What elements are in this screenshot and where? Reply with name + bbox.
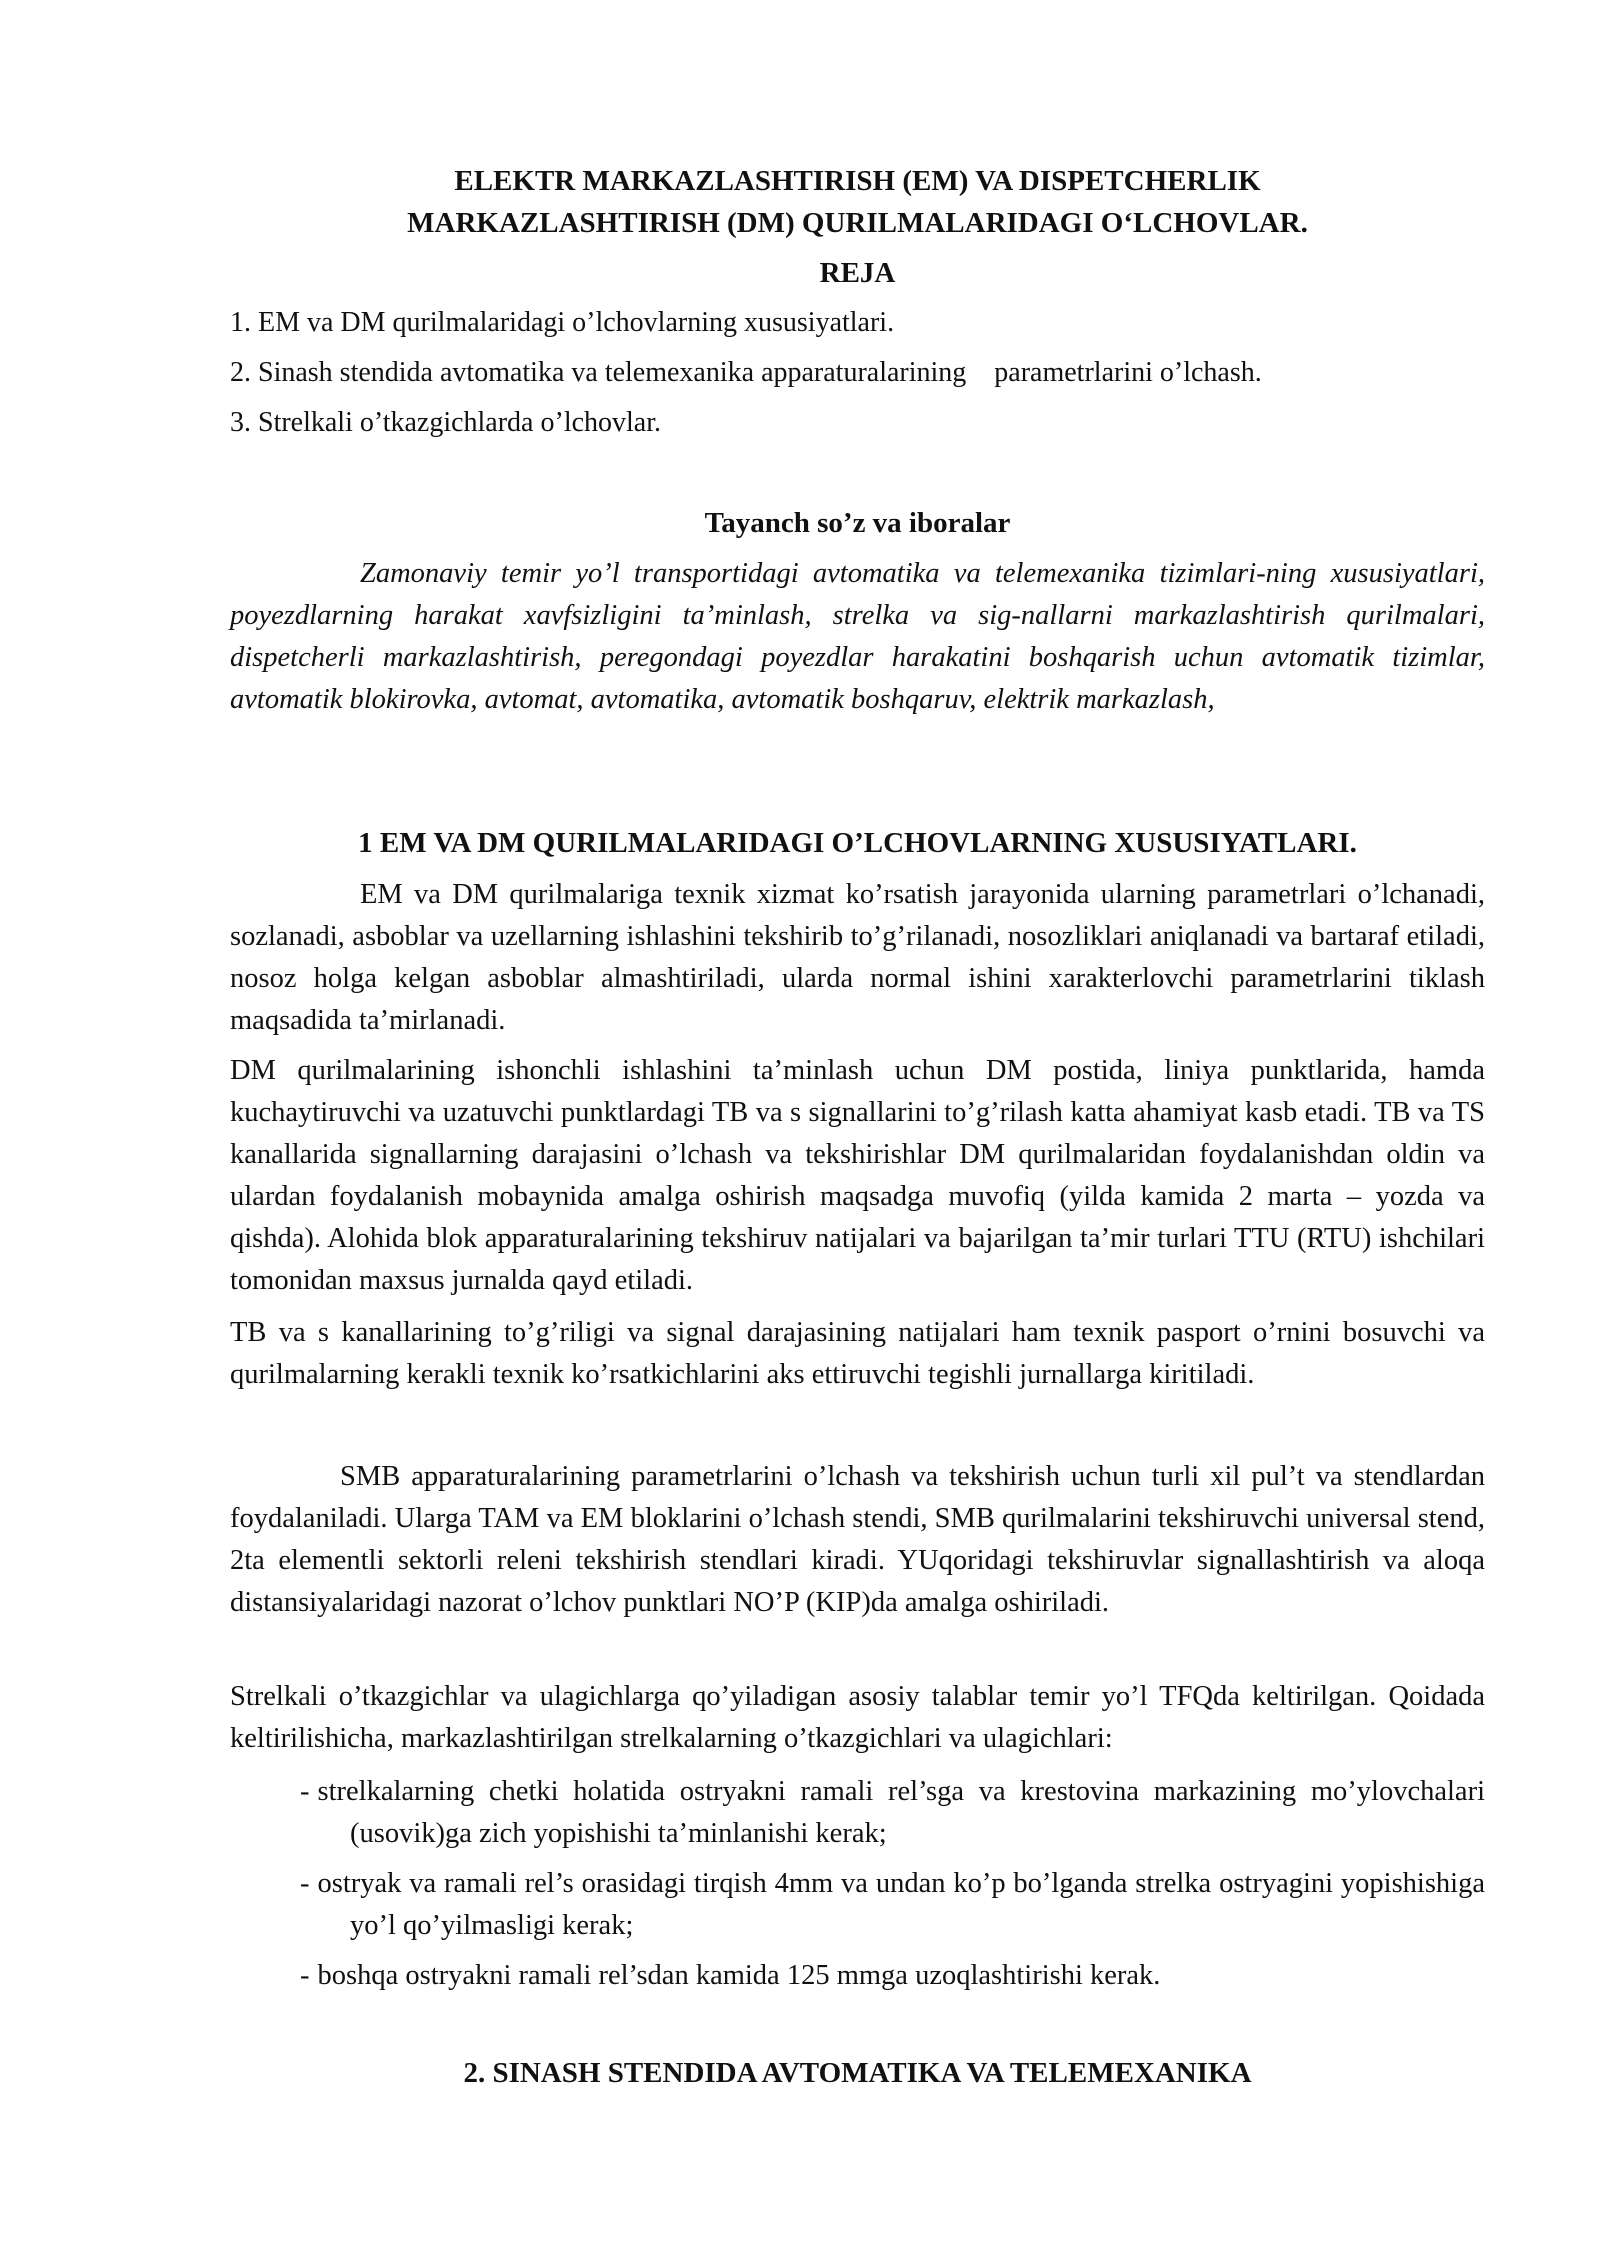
bullet-marker: - xyxy=(300,1776,310,1807)
keywords-text: Zamonaviy temir yo’l transportidagi avtomatika va telemexanika tizimlari-ning xususiyatlari, poyezdlarning harakat xavfsizligini ta’minlash, strelka va sig-nallarni markazlashtirish qurilmalari, dispetcherli markazlashtirish, peregondagi poyezdlar harakatini boshqarish uchun avtomatik tizimlar, avtomatik blokirovka, avtomat, avtomatika, avtomatik boshqaruv, elektrik markazlash, xyxy=(230,558,1485,715)
list-item xyxy=(300,1863,1485,1947)
bullet-text: ostryak va ramali rel’s orasidagi tirqish 4mm va undan ko’p bo’lganda strelka ostryagini yopishishiga yo’l qo’yilmasligi kerak; xyxy=(317,1868,1485,1941)
plan-item-2: 2. Sinash stendida avtomatika va telemexanika apparaturalarining parametrlarini o’lchash. xyxy=(230,357,1262,388)
section-1-paragraph-3: TB va s kanallarining to’g’riligi va signal darajasining natijalari ham texnik pasport o’rnini bosuvchi va qurilmalarning kerakli texnik ko’rsatkichlarini aks ettiruvchi tegishli jurnallarga kiritiladi. xyxy=(230,1317,1485,1390)
section-1-heading: 1 EM VA DM QURILMALARIDAGI O’LCHOVLARNING XUSUSIYATLARI. xyxy=(358,827,1357,859)
plan-heading: REJA xyxy=(819,257,896,289)
bullet-marker: - xyxy=(300,1960,310,1991)
section-1-paragraph-4: SMB apparaturalarining parametrlarini o’lchash va tekshirish uchun turli xil pul’t va stendlardan foydalaniladi. Ularga TAM va EM bloklarini o’lchash stendi, SMB qurilmalarini tekshiruvchi universal stend, 2ta elementli sektorli releni tekshirish stendlari kiradi. YUqoridagi tekshiruvlar signallashtirish va aloqa distansiyalaridagi nazorat o’lchov punktlari NO’P (KIP)da amalga oshiriladi. xyxy=(230,1461,1485,1618)
document-title-line-2: MARKAZLASHTIRISH (DM) QURILMALARIDAGI O‘LCHOVLAR. xyxy=(407,207,1308,239)
section-1-paragraph-1: EM va DM qurilmalariga texnik xizmat ko’rsatish jarayonida ularning parametrlari o’lchanadi, sozlanadi, asboblar va uzellarning ishlashini tekshirib to’g’rilanadi, nosozliklari aniqlanadi va bartaraf etiladi, nosoz holga kelgan asboblar almashtiriladi, ularda normal ishini xarakterlovchi parametrlarini tiklash maqsadida ta’mirlanadi. xyxy=(230,879,1485,1036)
section-1-paragraph-5: Strelkali o’tkazgichlar va ulagichlarga qo’yiladigan asosiy talablar temir yo’l TFQda keltirilgan. Qoidada keltirilishicha, markazlashtirilgan strelkalarning o’tkazgichlari va ulagichlari: xyxy=(230,1681,1485,1754)
list-item xyxy=(300,1771,1485,1855)
plan-item-1: 1. EM va DM qurilmalaridagi o’lchovlarning xususiyatlari. xyxy=(230,307,895,338)
bullet-text: strelkalarning chetki holatida ostryakni ramali rel’sga va krestovina markazining mo’ylovchalari (usovik)ga zich yopishishi ta’minlanishi kerak; xyxy=(317,1776,1485,1849)
document-title-line-1: ELEKTR MARKAZLASHTIRISH (EM) VA DISPETCHERLIK xyxy=(454,165,1261,197)
section-2-heading: 2. SINASH STENDIDA AVTOMATIKA VA TELEMEXANIKA xyxy=(463,2057,1252,2089)
section-1-paragraph-2: DM qurilmalarining ishonchli ishlashini ta’minlash uchun DM postida, liniya punktlarida, hamda kuchaytiruvchi va uzatuvchi punktlardagi TB va s signallarini to’g’rilash katta ahamiyat kasb etadi. TB va TS kanallarida signallarning darajasini o’lchash va tekshirishlar DM qurilmalaridan foydalanishdan oldin va ulardan foydalanish mobaynida amalga oshirish maqsadga muvofiq (yilda kamida 2 marta – yozda va qishda). Alohida blok apparaturalarining tekshiruv natijalari va bajarilgan ta’mir turlari TTU (RTU) ishchilari tomonidan maxsus jurnalda qayd etiladi. xyxy=(230,1055,1485,1296)
keywords-heading: Tayanch so’z va iboralar xyxy=(704,507,1011,539)
plan-item-3: 3. Strelkali o’tkazgichlarda o’lchovlar. xyxy=(230,407,662,438)
bullet-text: boshqa ostryakni ramali rel’sdan kamida 125 mmga uzoqlashtirishi kerak. xyxy=(317,1960,1161,1991)
bullet-marker: - xyxy=(300,1868,310,1899)
list-item xyxy=(300,1955,1485,1997)
